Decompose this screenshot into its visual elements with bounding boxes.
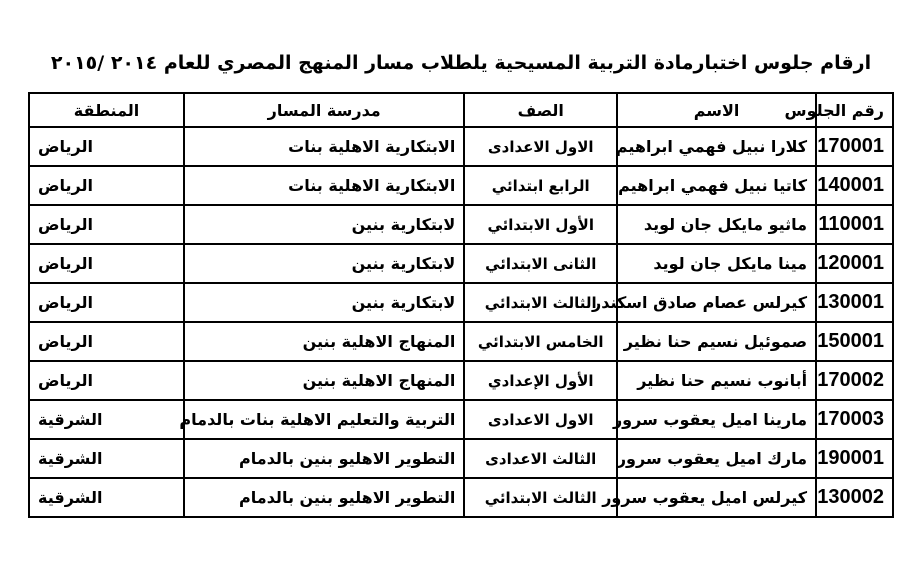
cell-school: الابتكارية الاهلية بنات	[184, 166, 464, 205]
cell-grade: الأول الإعدادي	[464, 361, 617, 400]
cell-region: الشرقية	[29, 478, 184, 517]
table-row	[29, 400, 893, 439]
cell-school: المنهاج الاهلية بنين	[184, 361, 464, 400]
cell-region: الشرقية	[29, 400, 184, 439]
cell-name: أبانوب نسيم حنا نظير	[617, 361, 816, 400]
cell-grade: الاول الاعدادى	[464, 127, 617, 166]
header-name: الاسم	[617, 93, 816, 127]
cell-school: التطوير الاهليو بنين بالدمام	[184, 478, 464, 517]
header-grade: الصف	[464, 93, 617, 127]
cell-school: لابتكارية بنين	[184, 244, 464, 283]
table-row	[29, 439, 893, 478]
cell-name: كيرلس عصام صادق اسكندر	[617, 283, 816, 322]
table-row	[29, 283, 893, 322]
cell-seat-number: 130002	[816, 478, 893, 517]
cell-name: كاتيا نبيل فهمي ابراهيم	[617, 166, 816, 205]
cell-seat-number: 190001	[816, 439, 893, 478]
cell-region: الرياض	[29, 166, 184, 205]
table-row	[29, 244, 893, 283]
table-row	[29, 478, 893, 517]
cell-grade: الأول الابتدائي	[464, 205, 617, 244]
cell-name: صموئيل نسيم حنا نظير	[617, 322, 816, 361]
header-region: المنطقة	[29, 93, 184, 127]
cell-seat-number: 130001	[816, 283, 893, 322]
cell-region: الرياض	[29, 361, 184, 400]
cell-school: التطوير الاهليو بنين بالدمام	[184, 439, 464, 478]
cell-region: الشرقية	[29, 439, 184, 478]
cell-school: لابتكارية بنين	[184, 283, 464, 322]
header-seat-number: رقم الجلوس	[816, 93, 893, 127]
seat-numbers-table	[28, 92, 894, 518]
cell-seat-number: 110001	[816, 205, 893, 244]
cell-grade: الثالث الابتدائي	[464, 478, 617, 517]
cell-seat-number: 170002	[816, 361, 893, 400]
cell-grade: الثالث الاعدادى	[464, 439, 617, 478]
cell-region: الرياض	[29, 127, 184, 166]
cell-seat-number: 140001	[816, 166, 893, 205]
cell-grade: الثانى الابتدائي	[464, 244, 617, 283]
cell-grade: الثالث الابتدائي	[464, 283, 617, 322]
table-row	[29, 322, 893, 361]
cell-school: التربية والتعليم الاهلية بنات بالدمام	[184, 400, 464, 439]
cell-grade: الاول الاعدادى	[464, 400, 617, 439]
table-row	[29, 166, 893, 205]
cell-name: مارينا اميل يعقوب سرور	[617, 400, 816, 439]
cell-school: الابتكارية الاهلية بنات	[184, 127, 464, 166]
cell-school: لابتكارية بنين	[184, 205, 464, 244]
cell-seat-number: 120001	[816, 244, 893, 283]
table-row	[29, 361, 893, 400]
cell-seat-number: 170001	[816, 127, 893, 166]
cell-region: الرياض	[29, 205, 184, 244]
document-title: ارقام جلوس اختبارمادة التربية المسيحية يلطلاب مسار المنهج المصري للعام ٢٠١٤ /٢٠١٥	[50, 52, 872, 74]
cell-grade: الرابع ابتدائي	[464, 166, 617, 205]
header-row	[29, 93, 893, 127]
cell-region: الرياض	[29, 283, 184, 322]
cell-grade: الخامس الابتدائي	[464, 322, 617, 361]
table-row	[29, 127, 893, 166]
cell-region: الرياض	[29, 322, 184, 361]
cell-school: المنهاج الاهلية بنين	[184, 322, 464, 361]
cell-name: مارك اميل يعقوب سرور	[617, 439, 816, 478]
cell-seat-number: 170003	[816, 400, 893, 439]
table-body	[29, 127, 893, 517]
cell-name: ماثيو مايكل جان لويد	[617, 205, 816, 244]
cell-region: الرياض	[29, 244, 184, 283]
cell-name: مينا مايكل جان لويد	[617, 244, 816, 283]
cell-seat-number: 150001	[816, 322, 893, 361]
cell-name: كلارا نبيل فهمي ابراهيم	[617, 127, 816, 166]
header-school: مدرسة المسار	[184, 93, 464, 127]
table-header	[29, 93, 893, 127]
cell-name: كيرلس اميل يعقوب سرور	[617, 478, 816, 517]
table-row	[29, 205, 893, 244]
